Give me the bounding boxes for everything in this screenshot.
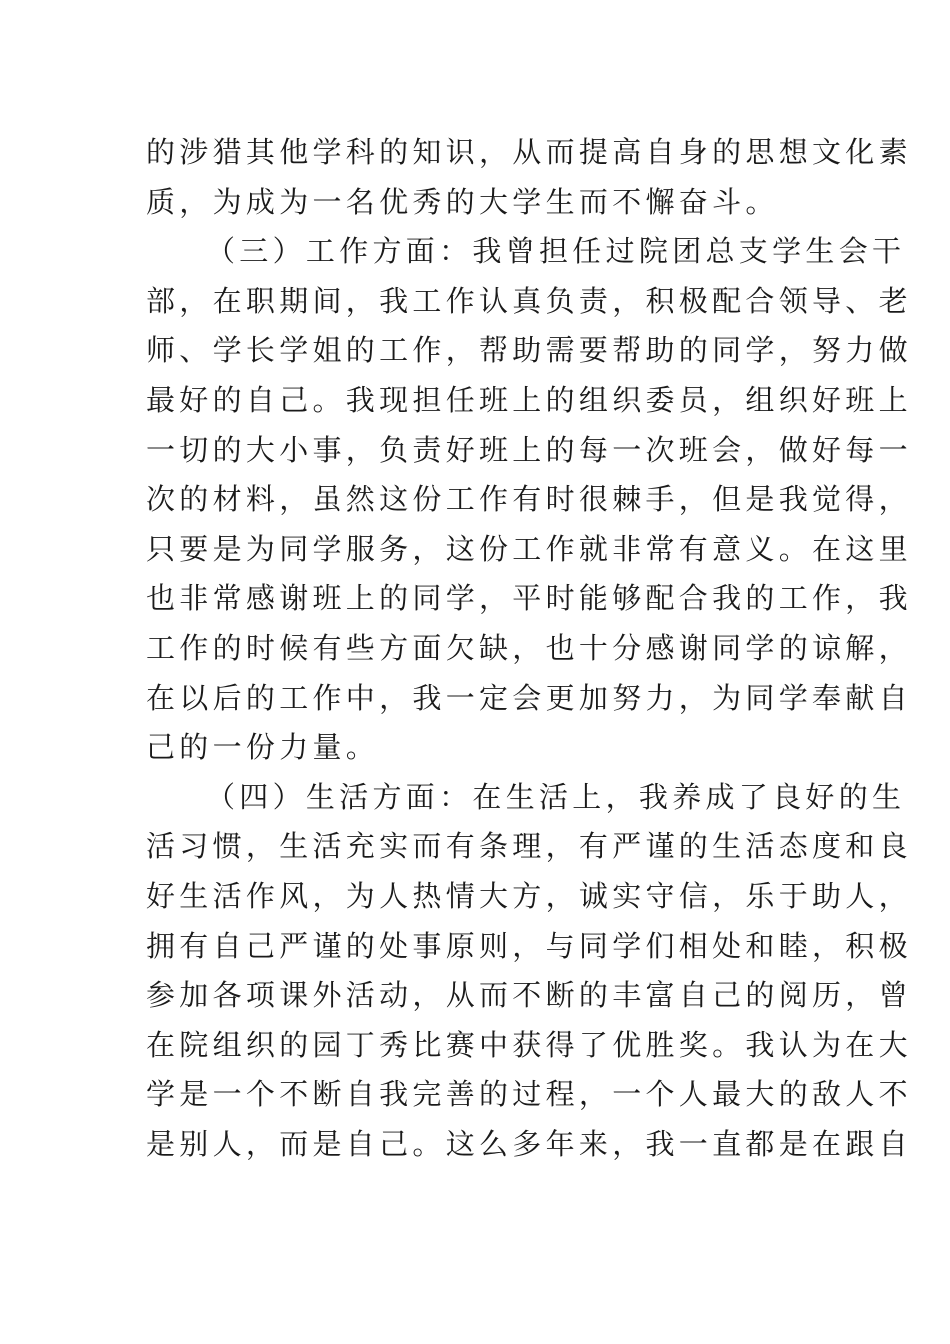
text-line: 的涉猎其他学科的知识，从而提高自身的思想文化素 — [146, 135, 912, 169]
body-text — [146, 128, 912, 1169]
text-line: 师、学长学姐的工作，帮助需要帮助的同学，努力做 — [146, 333, 912, 368]
text-line: 一切的大小事，负责好班上的每一次班会，做好每一 — [146, 432, 912, 467]
text-line: 活习惯，生活充实而有条理，有严谨的生活态度和良 — [146, 829, 912, 864]
text-line: 学是一个不断自我完善的过程，一个人最大的敌人不 — [146, 1077, 912, 1112]
text-line: 最好的自己。我现担任班上的组织委员，组织好班上 — [146, 382, 912, 417]
text-line: 在以后的工作中，我一定会更加努力，为同学奉献自 — [146, 680, 912, 715]
text-line: 参加各项课外活动，从而不断的丰富自己的阅历，曾 — [146, 978, 912, 1013]
text-line: 只要是为同学服务，这份工作就非常有意义。在这里 — [146, 531, 912, 566]
paragraph-heading-line: （三）工作方面：我曾担任过院团总支学生会干 — [206, 234, 906, 269]
text-line: 次的材料，虽然这份工作有时很棘手，但是我觉得， — [146, 482, 912, 517]
text-line: 己的一份力量。 — [146, 730, 380, 765]
text-line: 部，在职期间，我工作认真负责，积极配合领导、老 — [146, 283, 912, 318]
paragraph-heading-line: （四）生活方面：在生活上，我养成了良好的生 — [206, 779, 906, 814]
text-line: 在院组织的园丁秀比赛中获得了优胜奖。我认为在大 — [146, 1027, 912, 1062]
text-line: 也非常感谢班上的同学，平时能够配合我的工作，我 — [146, 581, 912, 616]
text-line: 拥有自己严谨的处事原则，与同学们相处和睦，积极 — [146, 928, 912, 963]
text-line: 质，为成为一名优秀的大学生而不懈奋斗。 — [146, 184, 779, 219]
text-line: 工作的时候有些方面欠缺，也十分感谢同学的谅解， — [146, 630, 912, 665]
text-line: 好生活作风，为人热情大方，诚实守信，乐于助人， — [146, 878, 912, 913]
text-line: 是别人，而是自己。这么多年来，我一直都是在跟自 — [146, 1126, 912, 1161]
